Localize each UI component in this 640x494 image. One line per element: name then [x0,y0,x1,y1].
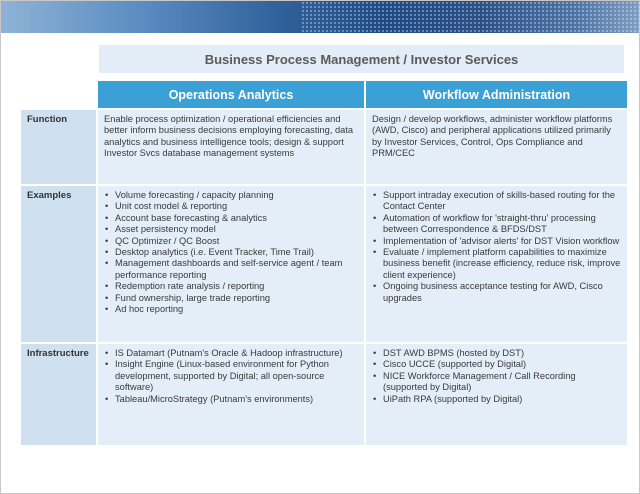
examples-workflow-cell [365,185,627,343]
row-label-infrastructure: Infrastructure [21,343,97,445]
list-item: • DST AWD BPMS (hosted by DST) [372,348,621,359]
list-item: • NICE Workforce Management / Call Recording (supported by Digital) [372,371,621,394]
examples-operations-cell [97,185,365,343]
page-title: Business Process Management / Investor Services [99,45,624,73]
infrastructure-workflow-cell [365,343,627,445]
list-item: • QC Optimizer / QC Boost [104,236,358,247]
comparison-table [21,81,627,445]
row-label-examples: Examples [21,185,97,343]
function-workflow-text: Design / develop workflows, administer workflow platforms (AWD, Cisco) and peripheral applications utilized primarily by Investor Services, Control, Ops Compliance and PRM/CEC [365,109,627,185]
infrastructure-workflow-list [372,348,621,405]
column-header-workflow-administration: Workflow Administration [365,81,627,109]
list-item: • Fund ownership, large trade reporting [104,293,358,304]
list-item: • Support intraday execution of skills-based routing for the Contact Center [372,190,621,213]
header-banner-image [1,1,639,33]
table-row-function [21,109,627,185]
list-item: • Management dashboards and self-service agent / team performance reporting [104,258,358,281]
list-item: • Desktop analytics (i.e. Event Tracker, Time Trail) [104,247,358,258]
list-item: • Asset persistency model [104,224,358,235]
list-item: • Redemption rate analysis / reporting [104,281,358,292]
list-item: • UiPath RPA (supported by Digital) [372,394,621,405]
list-item: • Implementation of 'advisor alerts' for DST Vision workflow [372,236,621,247]
infrastructure-operations-list [104,348,358,405]
list-item: • Evaluate / implement platform capabilities to maximize business benefit (increase efficiency, reduce risk, improve client experience) [372,247,621,281]
list-item: • Volume forecasting / capacity planning [104,190,358,201]
table-row-infrastructure [21,343,627,445]
list-item: • Account base forecasting & analytics [104,213,358,224]
list-item: • Automation of workflow for 'straight-thru' processing between Correspondence & BFDS/DST [372,213,621,236]
list-item: • IS Datamart (Putnam's Oracle & Hadoop infrastructure) [104,348,358,359]
list-item: • Tableau/MicroStrategy (Putnam's environments) [104,394,358,405]
function-operations-text: Enable process optimization / operational efficiencies and better inform business decisions employing forecasting, data analytics and business intelligence tools; design & support Investor Svcs database management systems [97,109,365,185]
list-item: • Cisco UCCE (supported by Digital) [372,359,621,370]
column-header-operations-analytics: Operations Analytics [97,81,365,109]
list-item: • Unit cost model & reporting [104,201,358,212]
corner-cell [21,81,97,109]
list-item: • Ongoing business acceptance testing for AWD, Cisco upgrades [372,281,621,304]
examples-workflow-list [372,190,621,304]
examples-operations-list [104,190,358,315]
infrastructure-operations-cell [97,343,365,445]
table-row-examples [21,185,627,343]
list-item: • Insight Engine (Linux-based environment for Python development, supported by Digital; all open-source software) [104,359,358,393]
list-item: • Ad hoc reporting [104,304,358,315]
row-label-function: Function [21,109,97,185]
